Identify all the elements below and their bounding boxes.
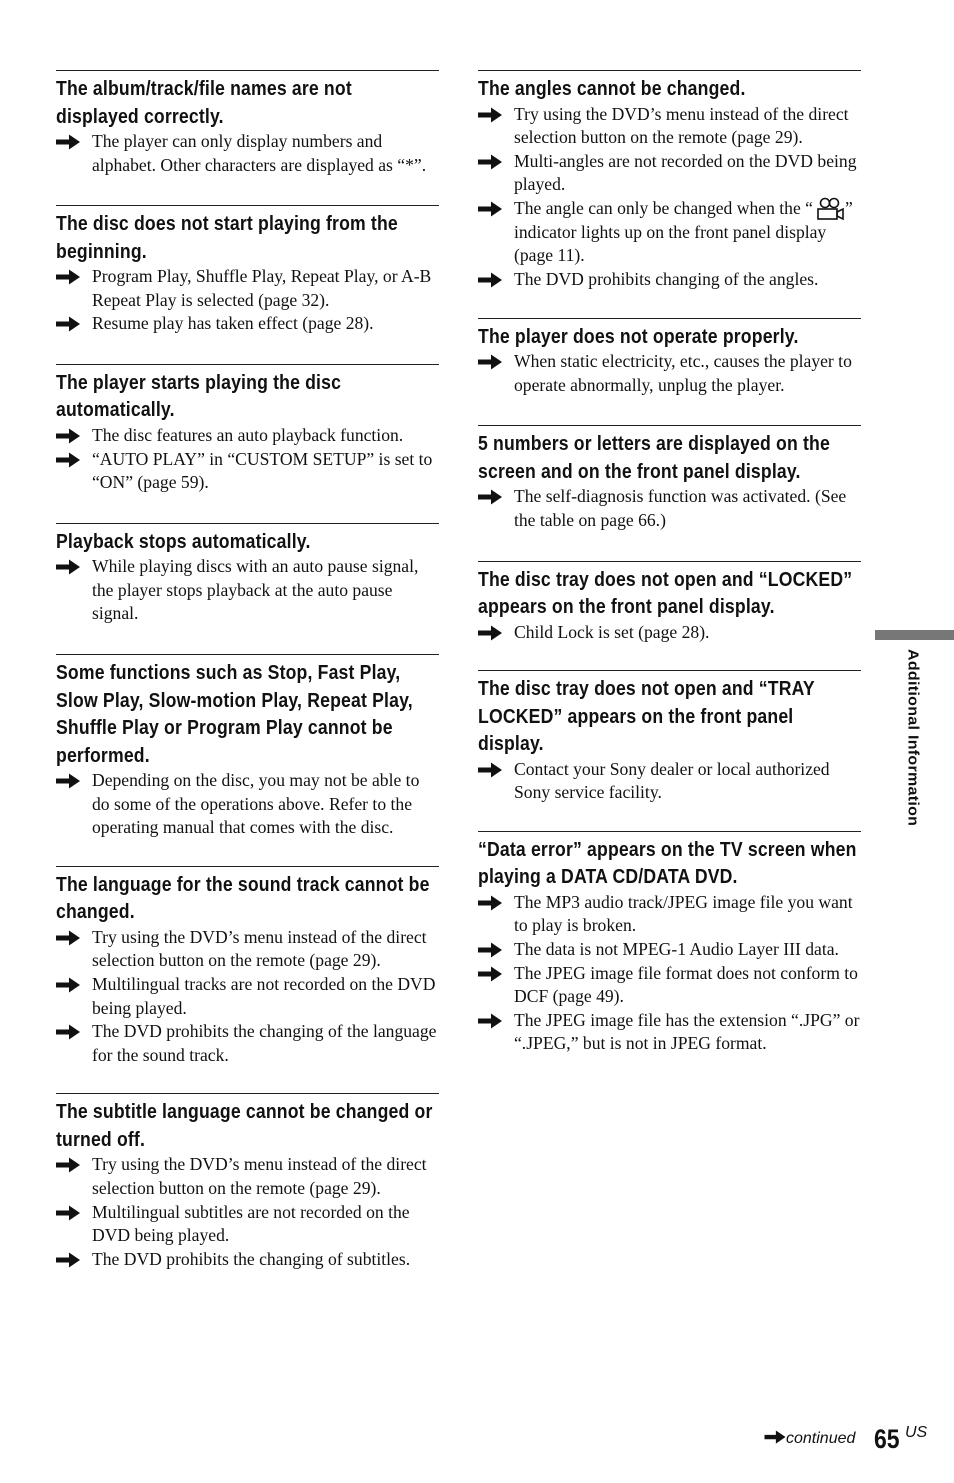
item-text: The JPEG image file format does not conform to DCF (page 49). [514,962,858,1007]
item-text: The player can only display numbers and alphabet. Other characters are displayed as “*”. [92,131,427,175]
item-list [56,769,439,840]
item-list [56,1153,439,1271]
right-arrow-icon [478,895,502,911]
right-arrow-icon [478,354,502,370]
page-number: 65 [874,1424,900,1454]
section [56,364,439,495]
page-region: US [905,1424,928,1441]
item-text: Program Play, Shuffle Play, Repeat Play, or A-B Repeat Play is selected (page 32). [92,266,432,310]
list-item [478,197,861,268]
item-list [56,265,439,336]
right-arrow-icon [56,428,80,444]
item-list [478,758,861,805]
list-item [56,1201,439,1248]
item-text: The DVD prohibits the changing of subtitles. [92,1248,411,1269]
list-item [478,485,861,532]
right-arrow-icon [56,1205,80,1221]
section [478,670,861,805]
list-item [478,621,861,645]
item-text: Multilingual subtitles are not recorded on the DVD being played. [92,1201,410,1246]
section-heading: The subtitle language cannot be changed or turned off. [56,1100,433,1151]
section [56,523,439,626]
right-arrow-icon [56,452,80,468]
item-text: Resume play has taken effect (page 28). [92,313,374,334]
section-heading: 5 numbers or letters are displayed on the screen and on the front panel display. [478,432,830,483]
section-heading: The player does not operate properly. [478,324,799,348]
right-arrow-icon [478,272,502,288]
list-item [56,926,439,973]
item-text: Multilingual tracks are not recorded on the DVD being played. [92,974,436,1018]
section-heading: Playback stops automatically. [56,529,311,553]
item-list [478,891,861,1056]
right-arrow-icon [478,942,502,958]
section [478,318,861,398]
right-arrow-icon [764,1430,786,1444]
right-arrow-icon [56,773,80,789]
right-arrow-icon [56,1024,80,1040]
list-item [56,424,439,448]
left-column [56,70,439,1271]
section-heading: The language for the sound track cannot be changed. [56,872,430,924]
right-arrow-icon [56,1157,80,1173]
list-item [478,1009,861,1056]
item-list [56,926,439,1068]
right-arrow-icon [56,930,80,946]
right-arrow-icon [56,316,80,332]
item-text: Try using the DVD’s menu instead of the direct selection button on the remote (page 29). [92,926,427,971]
list-item [478,758,861,805]
item-list [56,130,439,177]
item-text: The DVD prohibits the changing of the language for the sound track. [92,1021,437,1065]
list-item [56,769,439,840]
list-item [478,962,861,1009]
right-arrow-icon [478,107,502,123]
section-tab-marker [875,630,954,640]
list-item [56,130,439,177]
item-text: While playing discs with an auto pause signal, the player stops playback at the auto pause signal. [92,556,419,624]
right-arrow-icon [56,559,80,575]
section [478,425,861,532]
item-text: Multi-angles are not recorded on the DVD being played. [514,150,857,195]
right-column [478,70,861,1056]
list-item [478,938,861,962]
section [478,561,861,645]
item-text: The MP3 audio track/JPEG image file you want to play is broken. [514,891,853,936]
section-heading: The angles cannot be changed. [478,77,746,100]
item-list [56,424,439,495]
list-item [478,268,861,292]
right-arrow-icon [478,1013,502,1029]
list-item [478,891,861,938]
list-item [56,312,439,336]
right-arrow-icon [478,154,502,170]
item-list [478,485,861,532]
item-text: The disc features an auto playback function. [92,424,404,445]
section [56,70,439,177]
list-item [56,973,439,1020]
item-text: The self-diagnosis function was activated. (See the table on page 66.) [514,486,847,530]
item-text: Depending on the disc, you may not be able to do some of the operations above. Refer to the operating manual that comes with the disc. [92,770,420,838]
right-arrow-icon [478,966,502,982]
continued-note [764,1430,855,1448]
right-arrow-icon [56,1252,80,1268]
item-text-after: ” indicator lights up on the front panel display (page 11). [514,197,853,266]
item-text: Contact your Sony dealer or local authorized Sony service facility. [514,758,830,803]
item-list [478,350,861,397]
list-item [56,1248,439,1272]
list-item [478,150,861,197]
right-arrow-icon [56,134,80,150]
section [56,654,439,840]
list-item [56,1153,439,1200]
right-arrow-icon [478,762,502,778]
item-list [478,103,861,292]
list-item [56,265,439,312]
item-list [56,555,439,626]
camera-angle-icon [813,197,845,221]
section-heading: The disc tray does not open and “LOCKED” appears on the front panel display. [478,567,853,619]
section-heading: The album/track/file names are not displayed correctly. [56,77,352,128]
item-text: Try using the DVD’s menu instead of the direct selection button on the remote (page 29). [514,103,849,148]
right-arrow-icon [478,625,502,641]
section-heading: The disc tray does not open and “TRAY LOCKED” appears on the front panel display. [478,677,815,756]
item-text: The DVD prohibits changing of the angles. [514,269,819,290]
item-text: The data is not MPEG-1 Audio Layer III data. [514,939,839,959]
right-arrow-icon [478,489,502,505]
list-item [478,103,861,150]
section-heading: The player starts playing the disc automatically. [56,370,342,422]
item-text: Try using the DVD’s menu instead of the direct selection button on the remote (page 29). [92,1154,427,1198]
list-item [478,350,861,397]
section-heading: “Data error” appears on the TV screen when playing a DATA CD/DATA DVD. [478,837,857,889]
item-text: When static electricity, etc., causes the player to operate abnormally, unplug the player. [514,351,852,395]
section-heading: Some functions such as Stop, Fast Play, Slow Play, Slow-motion Play, Repeat Play, Shuffle Play or Program Play cannot be performed. [56,661,413,767]
right-arrow-icon [56,977,80,993]
section [56,866,439,1068]
list-item [56,1020,439,1067]
list-item [56,555,439,626]
section [56,1093,439,1271]
list-item [56,448,439,495]
item-text: Child Lock is set (page 28). [514,621,710,642]
section-angles [478,70,861,292]
section [478,831,861,1056]
right-arrow-icon [478,201,502,217]
item-text: The JPEG image file has the extension “.JPG” or “.JPEG,” but is not in JPEG format. [514,1009,860,1054]
item-text-before: The angle can only be changed when the “ [514,197,813,218]
section-heading: The disc does not start playing from the beginning. [56,212,398,263]
continued-label: continued [786,1430,856,1447]
right-arrow-icon [56,269,80,285]
item-list [478,621,861,645]
section [56,205,439,336]
sidebar-section-label: Additional Information [904,649,921,827]
item-text: “AUTO PLAY” in “CUSTOM SETUP” is set to “ON” (page 59). [92,448,433,493]
